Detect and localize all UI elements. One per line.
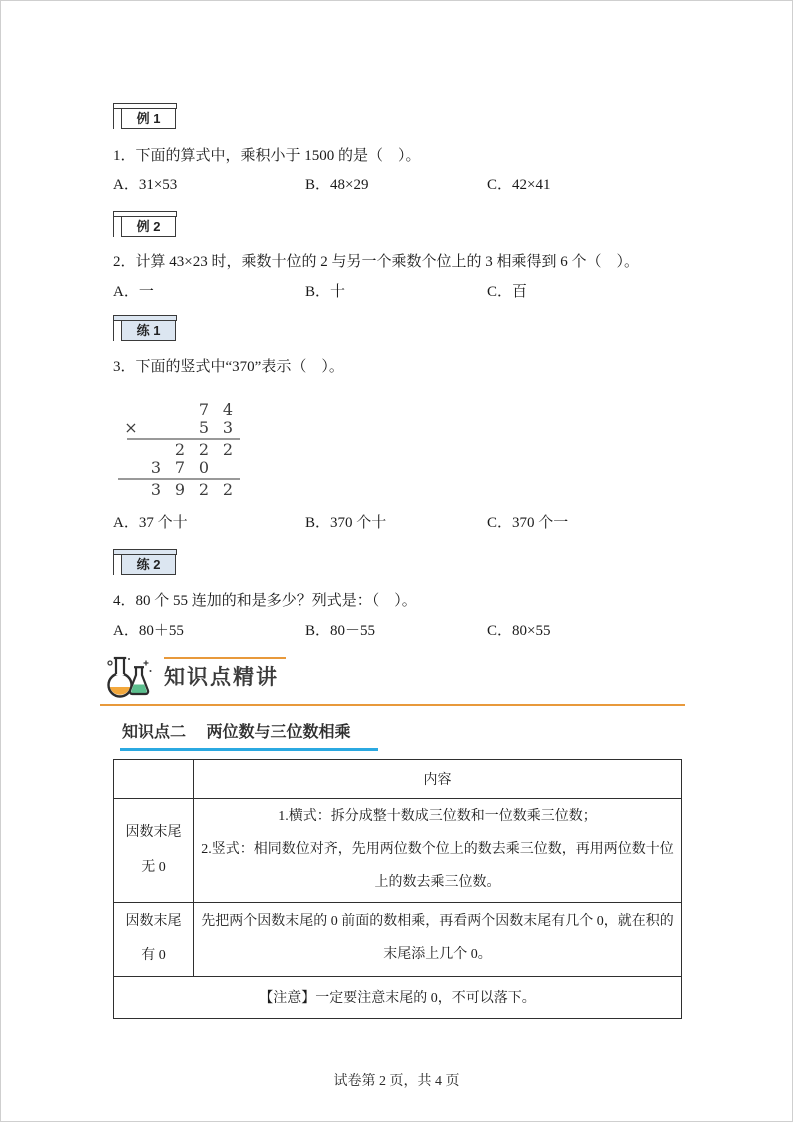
calc-cell: 3 xyxy=(150,480,162,499)
calc-cell xyxy=(144,401,168,419)
question-3-text: 3．下面的竖式中“370”表示（ ）。 xyxy=(113,359,344,375)
calc-cell: 3 xyxy=(150,458,162,477)
calc-cell: 2 xyxy=(174,440,186,459)
table-row xyxy=(114,799,682,903)
knowledge-lecture-header-row xyxy=(105,655,683,703)
example2-badge xyxy=(113,211,177,238)
badge-left-line xyxy=(113,109,114,129)
knowledge-lecture-title: 知识点精讲 xyxy=(164,666,279,689)
option-c: C．80×55 xyxy=(487,623,551,639)
calc-cell: 9 xyxy=(174,480,186,499)
calc-cell xyxy=(118,459,144,477)
knowledge-lecture-header xyxy=(105,655,683,706)
content-paragraph: 1.横式：拆分成整十数成三位数和一位数乘三位数； xyxy=(278,809,597,825)
table-note-row xyxy=(114,976,682,1018)
page-footer: 试卷第 2 页，共 4 页 xyxy=(333,1074,460,1089)
example1-badge-label: 例 1 xyxy=(121,108,176,129)
calc-cell: 7 xyxy=(174,458,186,477)
flask-icon xyxy=(105,655,155,703)
calc-cell xyxy=(144,419,168,437)
calc-cell xyxy=(118,401,144,419)
question-1-text: 1．下面的算式中，乘积小于 1500 的是（ ）。 xyxy=(113,148,421,164)
calc-cell: 2 xyxy=(198,480,210,499)
badge-left-line xyxy=(113,217,114,237)
question-2-options xyxy=(113,282,683,302)
knowledge-table xyxy=(113,759,682,1019)
knowledge-lecture-title-block xyxy=(164,655,286,692)
calc-cell: 4 xyxy=(222,400,234,419)
calc-cell xyxy=(216,459,240,477)
row-label-cell xyxy=(114,903,194,977)
knowledge-point-title: 两位数与三位数相乘 xyxy=(206,724,351,741)
example2-badge-label: 例 2 xyxy=(121,216,176,237)
calc-grid xyxy=(118,401,246,499)
option-a: A．37 个十 xyxy=(113,515,188,531)
vertical-multiplication xyxy=(118,401,246,499)
knowledge-point-heading-text xyxy=(122,722,683,744)
table-corner-cell xyxy=(114,760,194,799)
option-a: A．80＋55 xyxy=(113,623,184,639)
row-label-line: 无 0 xyxy=(141,859,166,875)
row-label-cell xyxy=(114,799,194,903)
calc-cell: 0 xyxy=(198,458,210,477)
table-row xyxy=(114,903,682,977)
badge-left-line xyxy=(113,321,114,341)
calc-cell: 2 xyxy=(222,480,234,499)
question-3-options xyxy=(113,513,683,533)
header-accent-line xyxy=(164,657,286,659)
calc-cell: 5 xyxy=(198,418,210,437)
document-content xyxy=(113,0,683,1019)
option-b: B．80－55 xyxy=(305,623,376,639)
badge-left-line xyxy=(113,555,114,575)
option-b: B．48×29 xyxy=(305,177,369,193)
option-a: A．一 xyxy=(113,284,154,300)
option-c: C．百 xyxy=(487,284,528,300)
header-underline xyxy=(100,704,685,706)
content-paragraph: 先把两个因数末尾的 0 前面的数相乘，再看两个因数末尾有几个 0，就在积的末尾添上几个 0。 xyxy=(201,914,674,963)
knowledge-point-label: 知识点二 xyxy=(122,724,187,741)
option-b: B．370 个十 xyxy=(305,515,387,531)
knowledge-point-heading xyxy=(122,722,683,751)
practice1-badge-label: 练 1 xyxy=(121,320,176,341)
question-1-options xyxy=(113,175,683,195)
row-content-cell xyxy=(194,799,682,903)
calc-cell: 3 xyxy=(222,418,234,437)
option-a: A．31×53 xyxy=(113,177,178,193)
practice2-badge-label: 练 2 xyxy=(121,554,176,575)
calc-cell: 2 xyxy=(198,440,210,459)
option-c: C．42×41 xyxy=(487,177,551,193)
question-4-options xyxy=(113,621,683,641)
calc-cell xyxy=(118,481,144,499)
table-header-content: 内容 xyxy=(194,760,682,799)
row-label-line: 因数末尾 xyxy=(125,914,182,929)
calc-cell: 7 xyxy=(198,400,210,419)
question-2-text: 2．计算 43×23 时，乘数十位的 2 与另一个乘数个位上的 3 相乘得到 6 个（ ）。 xyxy=(113,254,639,270)
row-label-line: 有 0 xyxy=(141,948,166,964)
example1-badge xyxy=(113,103,177,130)
calc-cell xyxy=(118,441,144,459)
knowledge-point-underline xyxy=(120,748,378,751)
calc-cell xyxy=(168,401,192,419)
question-4-text: 4．80 个 55 连加的和是多少？列式是：（ ）。 xyxy=(113,593,417,609)
calc-cell xyxy=(168,419,192,437)
content-paragraph: 2.竖式：相同数位对齐，先用两位数个位上的数去乘三位数，再用两位数十位上的数去乘三位数。 xyxy=(201,842,674,890)
table-note-cell: 【注意】一定要注意末尾的 0，不可以落下。 xyxy=(114,976,682,1018)
row-content-cell xyxy=(194,903,682,977)
row-label-line: 因数末尾 xyxy=(125,825,182,841)
multiply-sign: × xyxy=(124,418,138,437)
practice1-badge xyxy=(113,315,177,342)
option-b: B．十 xyxy=(305,284,346,300)
practice2-badge xyxy=(113,549,177,576)
option-c: C．370 个一 xyxy=(487,515,569,531)
table-header-row xyxy=(114,760,682,799)
calc-cell: 2 xyxy=(222,440,234,459)
calc-cell xyxy=(144,441,168,459)
